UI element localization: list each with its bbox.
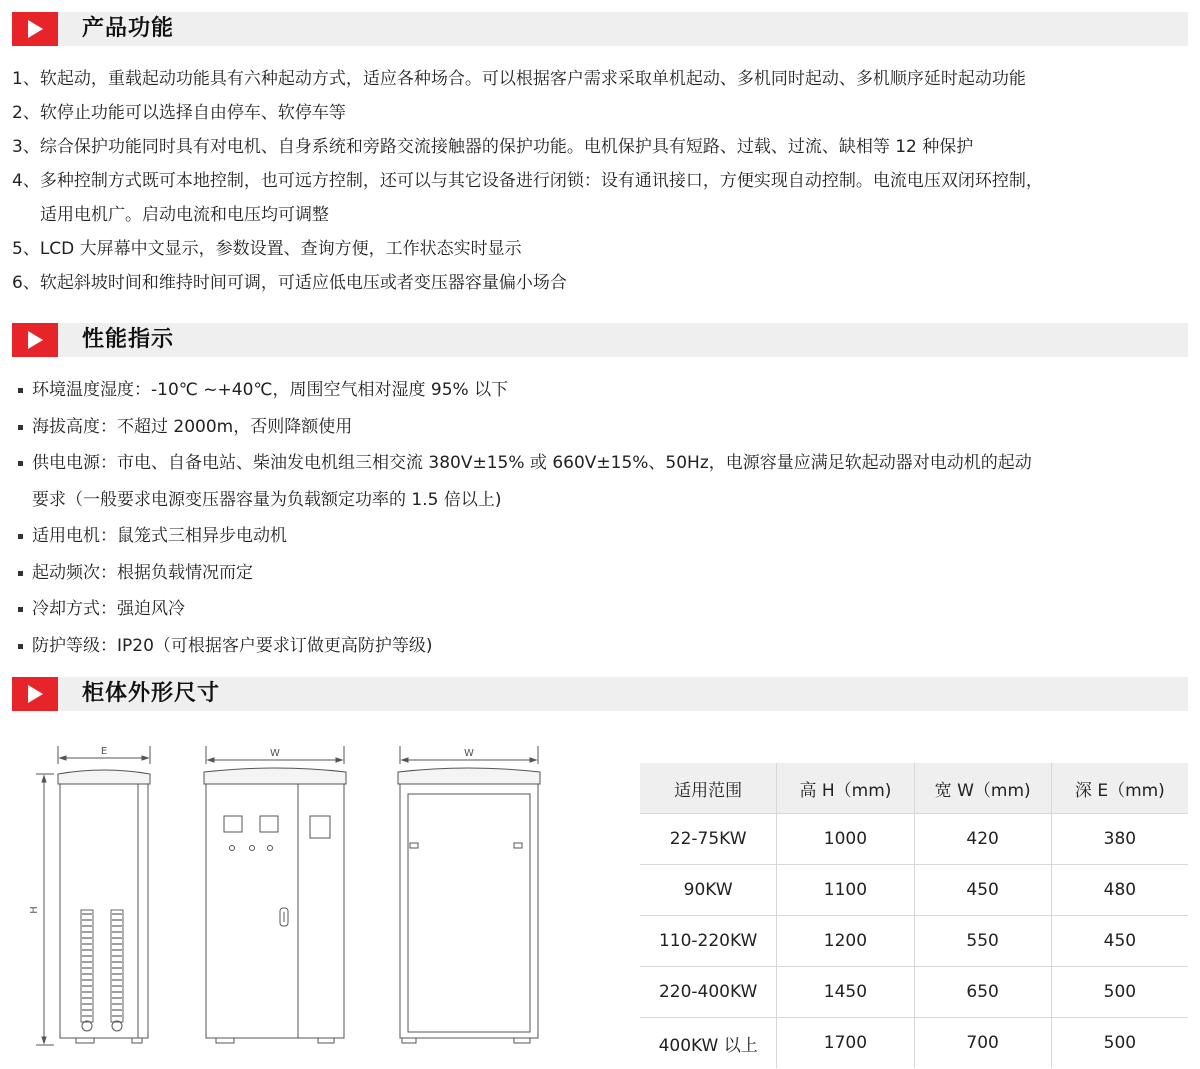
cabinet-drawings [20, 740, 600, 1060]
section-header-dimensions [12, 677, 1188, 711]
table-row [640, 916, 1188, 967]
table-cell: 550 [914, 916, 1051, 967]
table-cell: 1200 [777, 916, 914, 967]
list-item: 1、软起动，重载起动功能具有六种起动方式，适应各种场合。可以根据客户需求采取单机起动、多机同时起动、多机顺序延时起动功能 [12, 69, 1026, 89]
table-cell: 700 [914, 1018, 1051, 1069]
width-label-front: W [270, 748, 280, 759]
list-item: 适用电机：鼠笼式三相异步电动机 [18, 518, 1194, 555]
table-row [640, 1018, 1188, 1069]
list-item: 6、软起斜坡时间和维持时间可调，可适应低电压或者变压器容量偏小场合 [12, 273, 567, 293]
table-cell: 220-400KW [640, 967, 777, 1018]
table-cell: 1450 [777, 967, 914, 1018]
spec-list [18, 372, 1194, 664]
section-title: 柜体外形尺寸 [82, 681, 221, 706]
play-icon [12, 12, 58, 46]
column-header: 高 H（mm) [777, 763, 914, 814]
width-label-back: W [464, 748, 474, 759]
section-title: 产品功能 [82, 16, 175, 41]
section-header-specs [12, 323, 1188, 357]
side-view-drawing [29, 746, 150, 1045]
table-cell: 400KW 以上 [658, 1035, 758, 1056]
depth-label: E [100, 746, 108, 757]
table-cell: 90KW [640, 865, 777, 916]
list-item: 供电电源：市电、自备电站、柴油发电机组三相交流 380V±15% 或 660V±15%、50Hz，电源容量应满足软起动器对电动机的起动 要求（一般要求电源变压器容量为负载额定功率的 1.5 倍以上) [18, 445, 1194, 518]
table-cell: 1700 [777, 1018, 914, 1069]
table-cell: 450 [914, 865, 1051, 916]
list-item: 2、软停止功能可以选择自由停车、软停车等 [12, 103, 346, 123]
table-cell: 450 [1051, 916, 1188, 967]
table-cell: 500 [1051, 1018, 1188, 1069]
list-item: 防护等级：IP20（可根据客户要求订做更高防护等级) [18, 628, 1194, 665]
column-header: 宽 W（mm) [914, 763, 1051, 814]
list-item: 冷却方式：强迫风冷 [18, 591, 1194, 628]
table-cell: 420 [914, 814, 1051, 865]
list-item: 4、多种控制方式既可本地控制，也可远方控制，还可以与其它设备进行闭锁：设有通讯接口，方便实现自动控制。电流电压双闭环控制， 适用电机广。启动电流和电压均可调整 [12, 171, 1043, 225]
table-cell: 380 [1051, 814, 1188, 865]
dimensions-table [640, 763, 1188, 1068]
table-cell: 500 [1051, 967, 1188, 1018]
table-cell: 110-220KW [640, 916, 777, 967]
list-item: 海拔高度：不超过 2000m，否则降额使用 [18, 409, 1194, 446]
section-header-features [12, 12, 1188, 46]
list-item: 3、综合保护功能同时具有对电机、自身系统和旁路交流接触器的保护功能。电机保护具有短路、过载、过流、缺相等 12 种保护 [12, 137, 974, 157]
section-title: 性能指示 [82, 327, 175, 352]
height-label: H [29, 906, 40, 914]
table-row [640, 814, 1188, 865]
table-cell: 22-75KW [640, 814, 777, 865]
list-item: 起动频次：根据负载情况而定 [18, 555, 1194, 592]
table-row [640, 967, 1188, 1018]
column-header: 深 E（mm) [1051, 763, 1188, 814]
play-icon [12, 323, 58, 357]
front-view-drawing [204, 746, 346, 1043]
back-view-drawing [398, 746, 540, 1043]
list-item: 5、LCD 大屏幕中文显示，参数设置、查询方便，工作状态实时显示 [12, 239, 522, 259]
table-cell: 650 [914, 967, 1051, 1018]
feature-list [12, 62, 1192, 300]
table-row [640, 865, 1188, 916]
play-icon [12, 677, 58, 711]
table-cell: 1000 [777, 814, 914, 865]
table-cell: 480 [1051, 865, 1188, 916]
column-header: 适用范围 [640, 763, 777, 814]
table-header-row [640, 763, 1188, 814]
list-item: 环境温度湿度：-10℃ ~+40℃，周围空气相对湿度 95% 以下 [18, 372, 1194, 409]
table-cell: 1100 [777, 865, 914, 916]
